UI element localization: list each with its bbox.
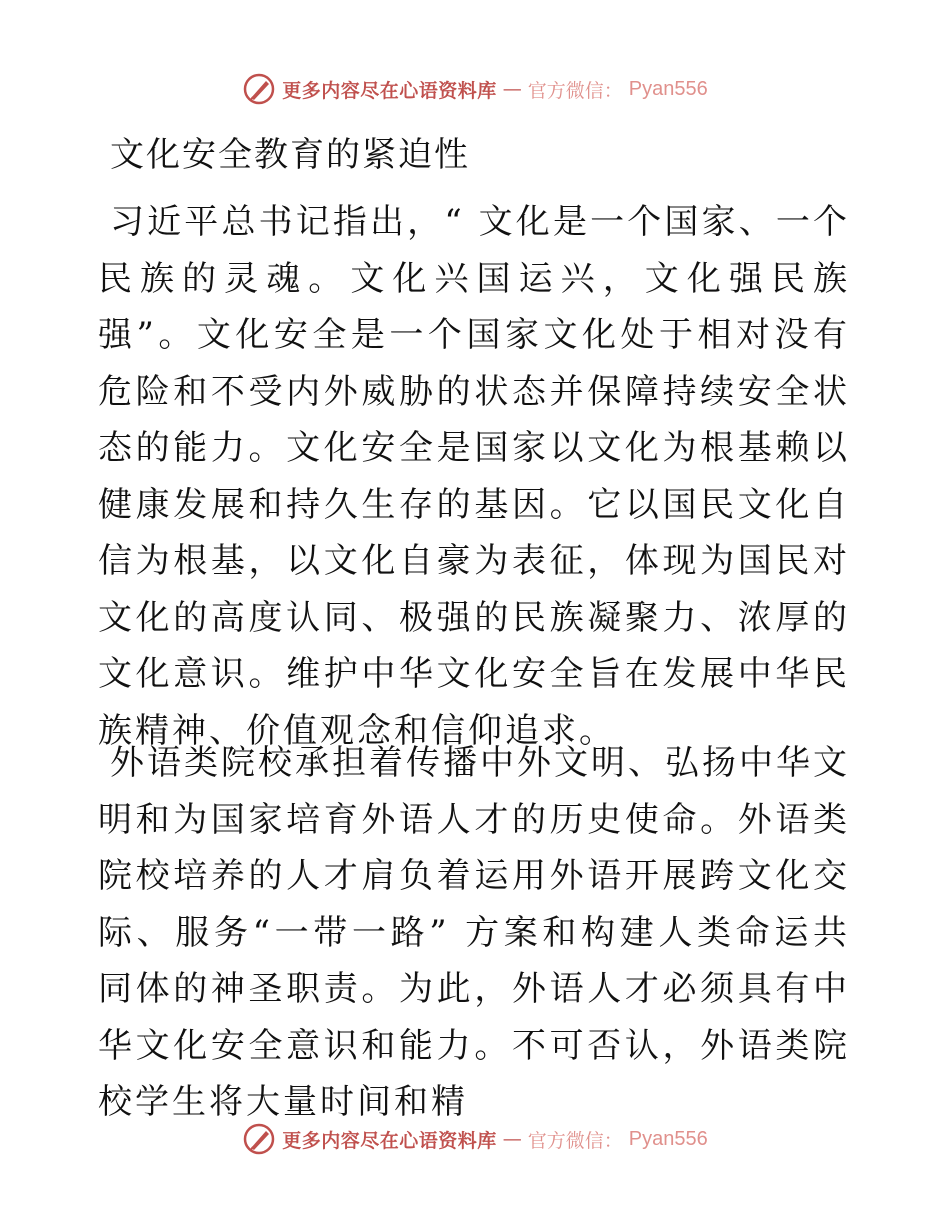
watermark-dash: — [502,78,522,100]
watermark-brand-text: 更多内容尽在心语资料库 [282,1129,497,1152]
body-paragraph: 外语类院校承担着传播中外文明、弘扬中华文明和为国家培育外语人才的历史使命。外语类院校培养的人才肩负着运用外语开展跨文化交际、服务“一带一路” 方案和构建人类命运共同体的神圣职责。为此，外语人才必须具有中华文化安全意识和能力。不可否认，外语类院校学生将大量时间和精 [98,743,850,1122]
watermark-wechat-id: Pyan556 [628,1127,708,1150]
watermark-brand-text: 更多内容尽在心语资料库 [282,79,497,102]
quill-pen-icon [242,72,276,106]
header-watermark [0,72,950,106]
watermark-wechat-label: 官方微信： [527,79,623,102]
watermark-dash: — [502,1128,522,1150]
quill-pen-icon [242,1122,276,1156]
body-paragraph: 习近平总书记指出，“ 文化是一个国家、一个民族的灵魂。文化兴国运兴，文化强民族强”。文化安全是一个国家文化处于相对没有危险和不受内外威胁的状态并保障持续安全状态的能力。文化安全是国家以文化为根基赖以健康发展和持久生存的基因。它以国民文化自信为根基，以文化自豪为表征，体现为国民对文化的高度认同、极强的民族凝聚力、浓厚的文化意识。维护中华文化安全旨在发展中华民族精神、价值观念和信仰追求。 [98,202,850,751]
footer-watermark [0,1122,950,1156]
document-title: 文化安全教育的紧迫性 [110,135,470,175]
watermark-wechat-id: Pyan556 [628,77,708,100]
watermark-wechat-label: 官方微信： [527,1129,623,1152]
